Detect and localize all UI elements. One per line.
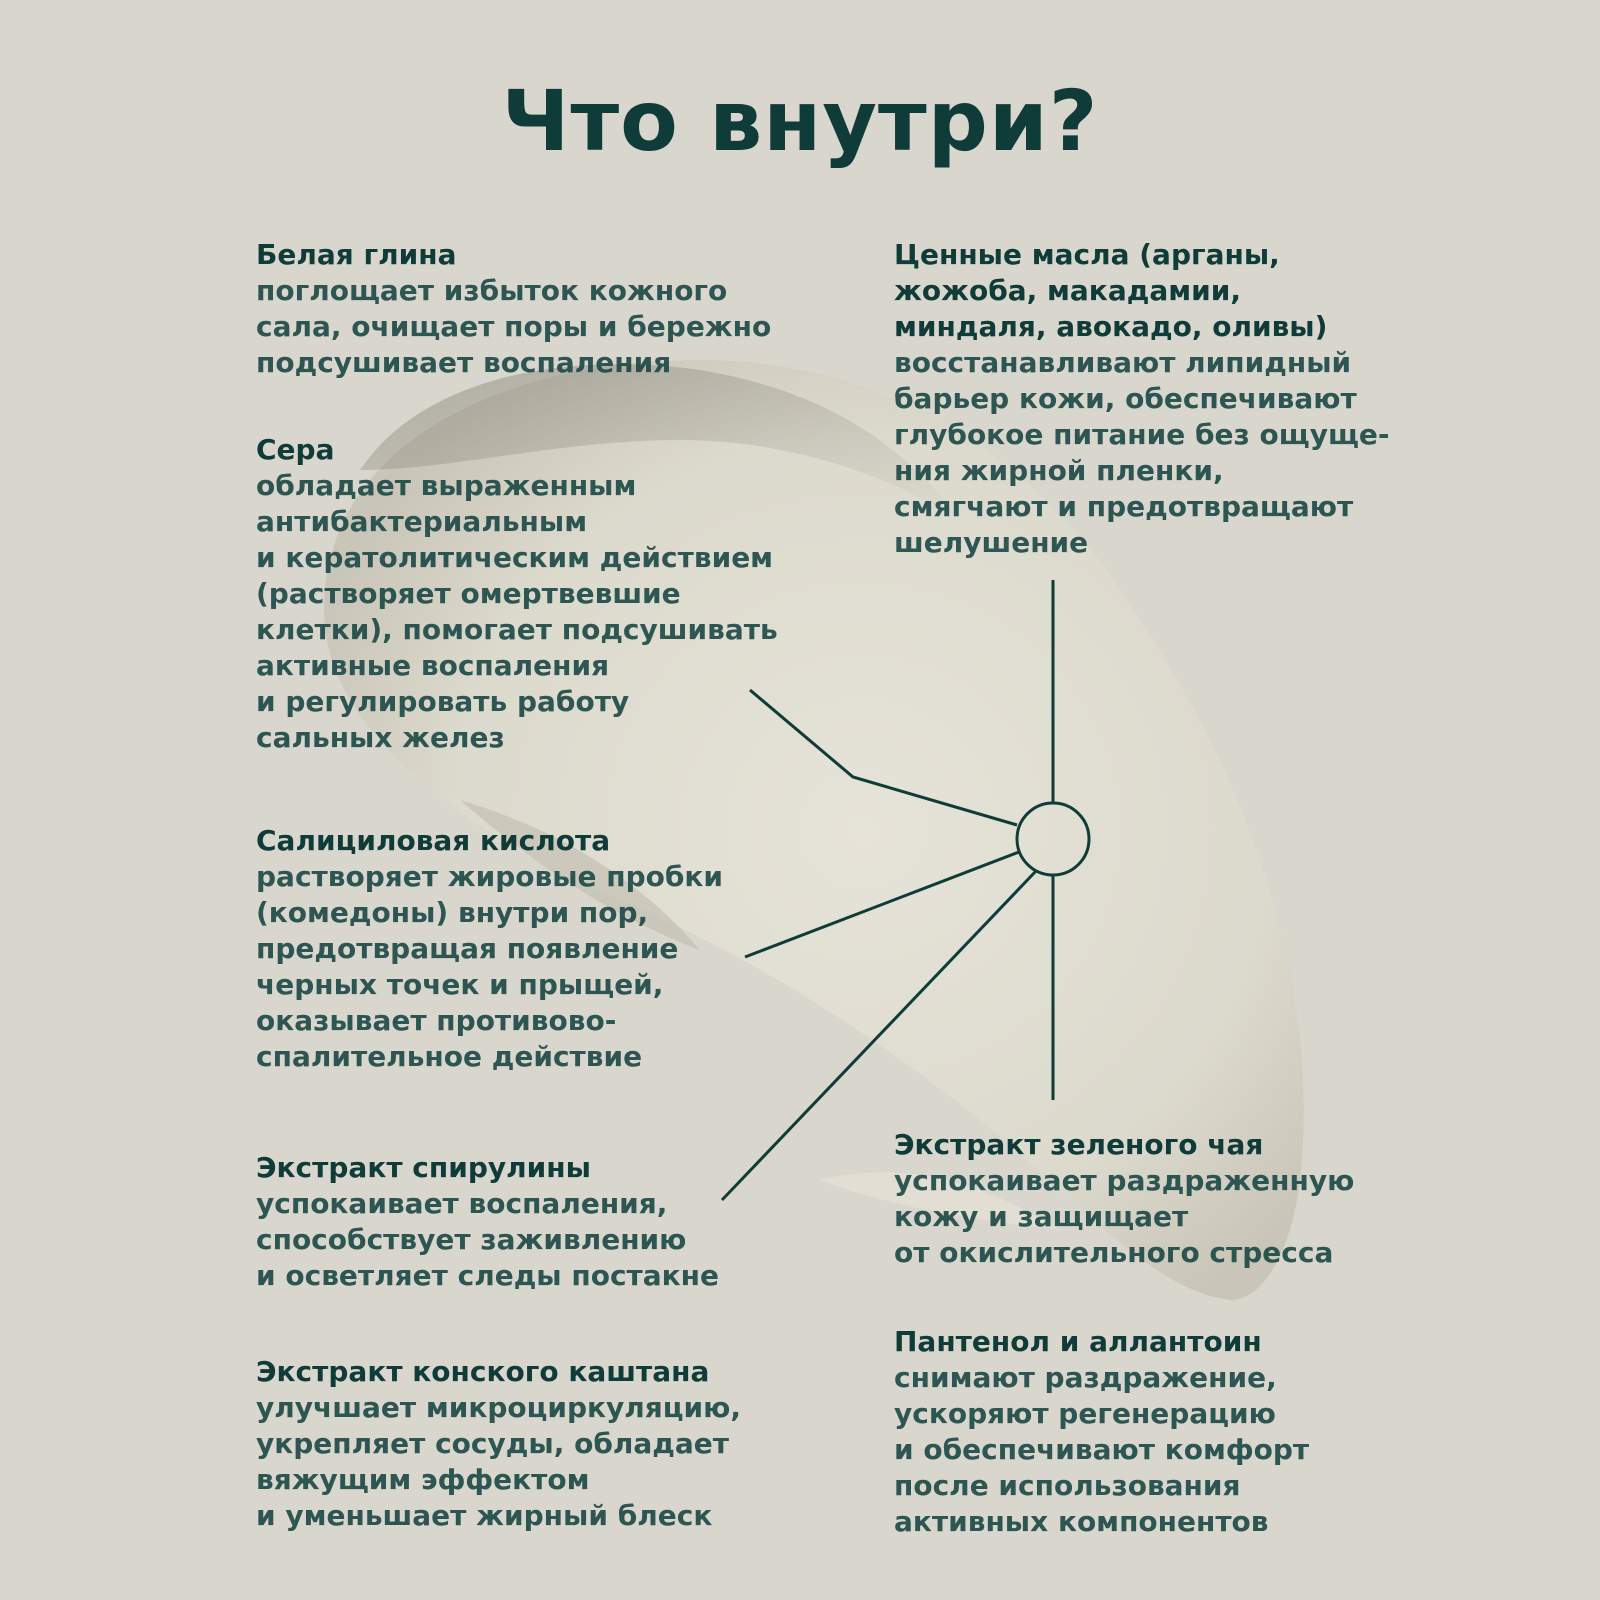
ingredient-green-tea <box>894 1127 1394 1271</box>
ingredient-name: Сера <box>256 433 335 466</box>
ingredient-description: снимают раздражение, ускоряют регенерацию и обеспечивают комфорт после использования активных компонентов <box>894 1361 1310 1538</box>
ingredient-name: Экстракт конского каштана <box>256 1355 710 1388</box>
ingredient-name: Салициловая кислота <box>256 824 611 857</box>
ingredient-description: улучшает микроциркуляцию, укрепляет сосуды, обладает вяжущим эффектом и уменьшает жирный блеск <box>256 1391 742 1532</box>
ingredient-name: Белая глина <box>256 238 457 271</box>
ingredient-name: Ценные масла (арганы, жожоба, макадамии, миндаля, авокадо, оливы) <box>894 238 1328 343</box>
ingredient-description: обладает выраженным антибактериальным и кератолитическим действием (растворяет омертвевшие клетки), помогает подсушивать активные воспаления и регулировать работу сальных желез <box>256 469 778 754</box>
ingredient-name: Экстракт спирулины <box>256 1151 591 1184</box>
ingredient-sulfur <box>256 432 816 756</box>
ingredient-description: поглощает избыток кожного сала, очищает поры и бережно подсушивает воспаления <box>256 274 772 379</box>
ingredient-oils <box>894 237 1394 561</box>
ingredient-horse-chestnut <box>256 1354 776 1534</box>
ingredient-panthenol-allantoin <box>894 1324 1394 1540</box>
ingredient-name: Экстракт зеленого чая <box>894 1128 1264 1161</box>
ingredient-description: успокаивает раздраженную кожу и защищает от окислительного стресса <box>894 1164 1355 1269</box>
ingredient-white-clay <box>256 237 816 381</box>
ingredient-spirulina <box>256 1150 776 1294</box>
page-title: Что внутри? <box>501 72 1099 170</box>
ingredient-description: растворяет жировые пробки (комедоны) внутри пор, предотвращая появление черных точек и прыщей, оказывает противово- спалительное действие <box>256 860 724 1073</box>
ingredient-description: восстанавливают липидный барьер кожи, обеспечивают глубокое питание без ощуще- ния жирной пленки, смягчают и предотвращают шелушение <box>894 346 1390 559</box>
ingredient-name: Пантенол и аллантоин <box>894 1325 1262 1358</box>
ingredient-salicylic-acid <box>256 823 776 1075</box>
ingredient-description: успокаивает воспаления, способствует заживлению и осветляет следы постакне <box>256 1187 720 1292</box>
